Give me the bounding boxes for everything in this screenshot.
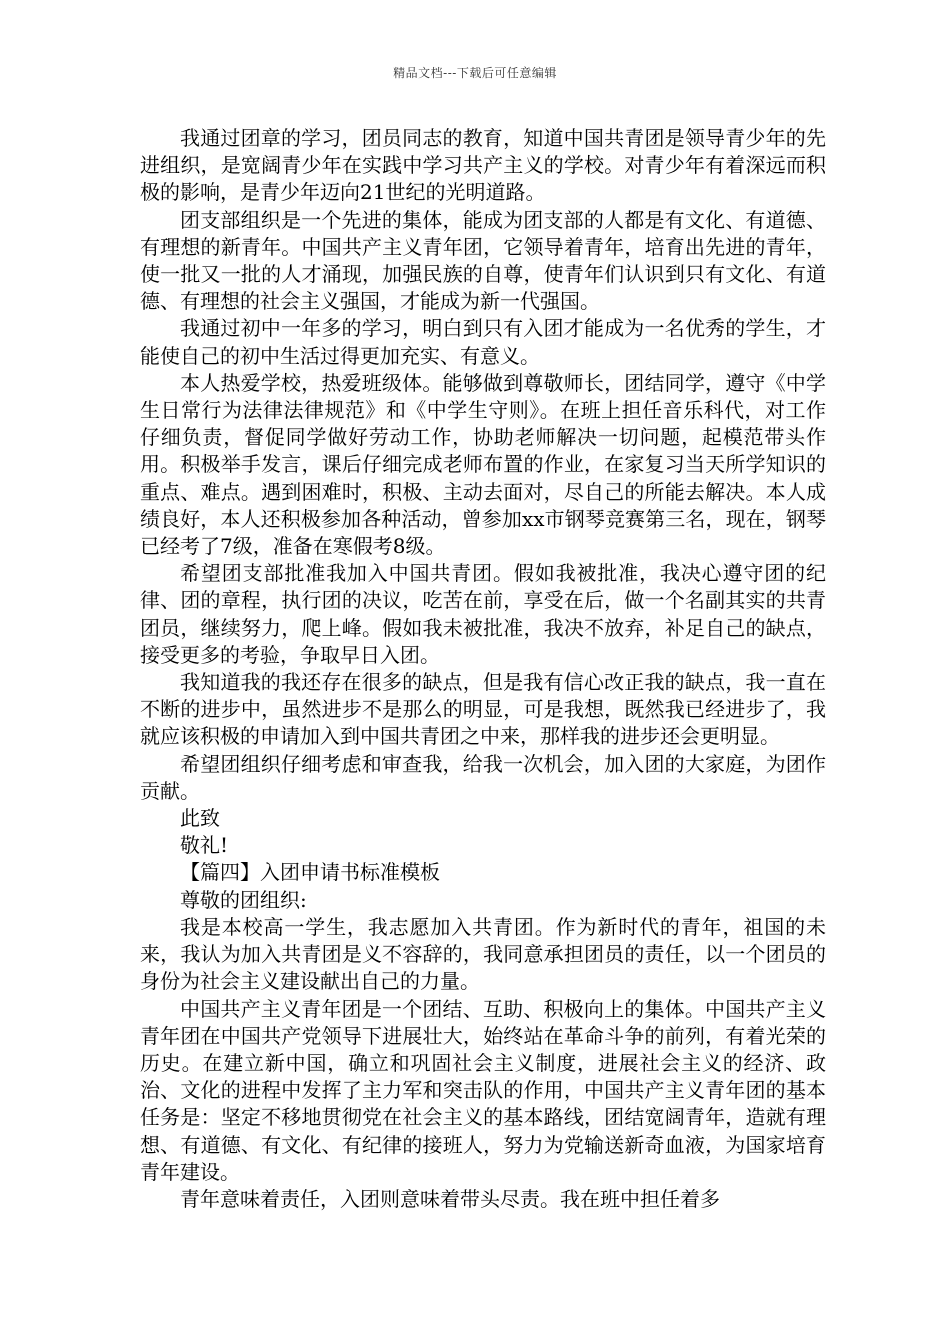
- section-heading: 【篇四】入团申请书标准模板: [180, 860, 440, 885]
- page-header: 精品文档---下载后可任意编辑: [393, 66, 557, 80]
- closing-salutation: 此致: [180, 806, 220, 831]
- paragraph: 中国共产主义青年团是一个团结、互助、积极向上的集体。中国共产主义青年团在中国共产党领导下进展壮大，始终站在革命斗争的前列，有着光荣的历史。在建立新中国，确立和巩固社会主义制度，进展社会主义的经济、政治、文化的进程中发挥了主力军和突击队的作用，中国共产主义青年团的基本任务是：坚定不移地贯彻党在社会主义的基本路线，团结宽阔青年，造就有理想、有道德、有文化、有纪律的接班人，努力为党输送新奇血液，为国家培育青年建设。: [140, 996, 826, 1184]
- paragraph: 希望团组织仔细考虑和审查我，给我一次机会，加入团的大家庭，为团作贡献。: [140, 751, 826, 803]
- paragraph: 本人热爱学校，热爱班级体。能够做到尊敬师长，团结同学，遵守《中学生日常行为法律法律规范》和《中学生守则》。在班上担任音乐科代，对工作仔细负责，督促同学做好劳动工作，协助老师解决一切问题，起模范带头作用。积极举手发言，课后仔细完成老师布置的作业，在家复习当天所学知识的重点、难点。遇到困难时，积极、主动去面对，尽自己的所能去解决。本人成绩良好，本人还积极参加各种活动，曾参加xx市钢琴竞赛第三名，现在，钢琴已经考了7级，准备在寒假考8级。: [140, 370, 826, 559]
- paragraph: 我知道我的我还存在很多的缺点，但是我有信心改正我的缺点，我一直在不断的进步中，虽然进步不是那么的明显，可是我想，既然我已经进步了，我就应该积极的申请加入到中国共青团之中来，那样我的进步还会更明显。: [140, 670, 826, 749]
- paragraph: 我通过团章的学习，团员同志的教育，知道中国共青团是领导青少年的先进组织，是宽阔青少年在实践中学习共产主义的学校。对青少年有着深远而积极的影响，是青少年迈向21世纪的光明道路。: [140, 126, 826, 205]
- paragraph: 希望团支部批准我加入中国共青团。假如我被批准，我决心遵守团的纪律、团的章程，执行团的决议，吃苦在前，享受在后，做一个名副其实的共青团员，继续努力，爬上峰。假如我未被批准，我决不放弃，补足自己的缺点，接受更多的考验，争取早日入团。: [140, 561, 826, 667]
- paragraph: 青年意味着责任，入团则意味着带头尽责。我在班中担任着多: [180, 1186, 720, 1211]
- letter-greeting: 尊敬的团组织:: [180, 887, 307, 912]
- paragraph: 我通过初中一年多的学习，明白到只有入团才能成为一名优秀的学生，才能使自己的初中生活过得更加充实、有意义。: [140, 316, 826, 368]
- paragraph: 团支部组织是一个先进的集体，能成为团支部的人都是有文化、有道德、有理想的新青年。中国共产主义青年团，它领导着青年，培育出先进的青年，使一批又一批的人才涌现，加强民族的自尊，使青年们认识到只有文化、有道德、有理想的社会主义强国，才能成为新一代强国。: [140, 207, 826, 314]
- paragraph: 我是本校高一学生，我志愿加入共青团。作为新时代的青年，祖国的未来，我认为加入共青团是义不容辞的，我同意承担团员的责任，以一个团员的身份为社会主义建设献出自己的力量。: [140, 914, 826, 994]
- closing-regards: 敬礼!: [180, 833, 229, 858]
- document-body: [140, 125, 826, 1213]
